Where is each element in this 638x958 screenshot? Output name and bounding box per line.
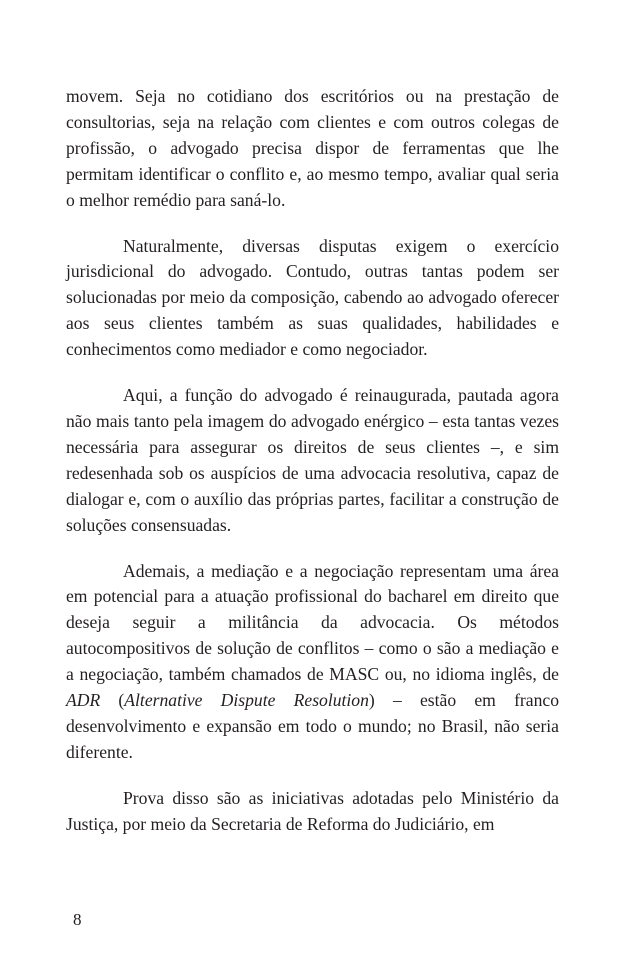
paren-open: ( bbox=[100, 690, 125, 711]
adr-expansion: Alternative Dispute Resolution bbox=[124, 690, 369, 711]
paragraph-ademais bbox=[66, 559, 559, 766]
paragraph-ademais-text-end: ) – estão em franco desenvolvimento e expansão em todo o mundo; no Brasil, não seria diferente. bbox=[66, 690, 559, 762]
paragraph-prova: Prova disso são as iniciativas adotadas pelo Ministério da Justiça, por meio da Secretaria de Reforma do Judiciário, em bbox=[66, 787, 559, 834]
page-body bbox=[66, 84, 559, 838]
paragraph-naturalmente: Naturalmente, diversas disputas exigem o exercício jurisdicional do advogado. Contudo, outras tantas podem ser solucionadas por meio da composição, cabendo ao advogado oferecer aos seus clientes também as suas qualidades, habilidades e conhecimentos como mediador e como negociador. bbox=[66, 235, 559, 360]
paragraph-aqui: Aqui, a função do advogado é reinaugurada, pautada agora não mais tanto pela imagem do advogado enérgico – esta tantas vezes necessária para assegurar os direitos de seus clientes –, e sim redesenhada sob os auspícios de uma advocacia resolutiva, capaz de dialogar e, com o auxílio das próprias partes, facilitar a construção de soluções consensuadas. bbox=[66, 385, 559, 535]
adr-abbreviation: ADR bbox=[66, 690, 101, 711]
page-number: 8 bbox=[73, 910, 82, 929]
paragraph-continuation: movem. Seja no cotidiano dos escritórios ou na prestação de consultorias, seja na relação com clientes e com outros colegas de profissão, o advogado precisa dispor de ferramentas que lhe permitam identificar o conflito e, ao mesmo tempo, avaliar qual seria o melhor remédio para saná-lo. bbox=[66, 86, 559, 210]
paragraph-ademais-text-start: Ademais, a mediação e a negociação representam uma área em potencial para a atuação profissional do bacharel em direito que deseja seguir a militância da advocacia. Os métodos autocompositivos de solução de conflitos – como o são a mediação e a negociação, também chamados de MASC ou, no idioma inglês, de bbox=[66, 560, 559, 685]
